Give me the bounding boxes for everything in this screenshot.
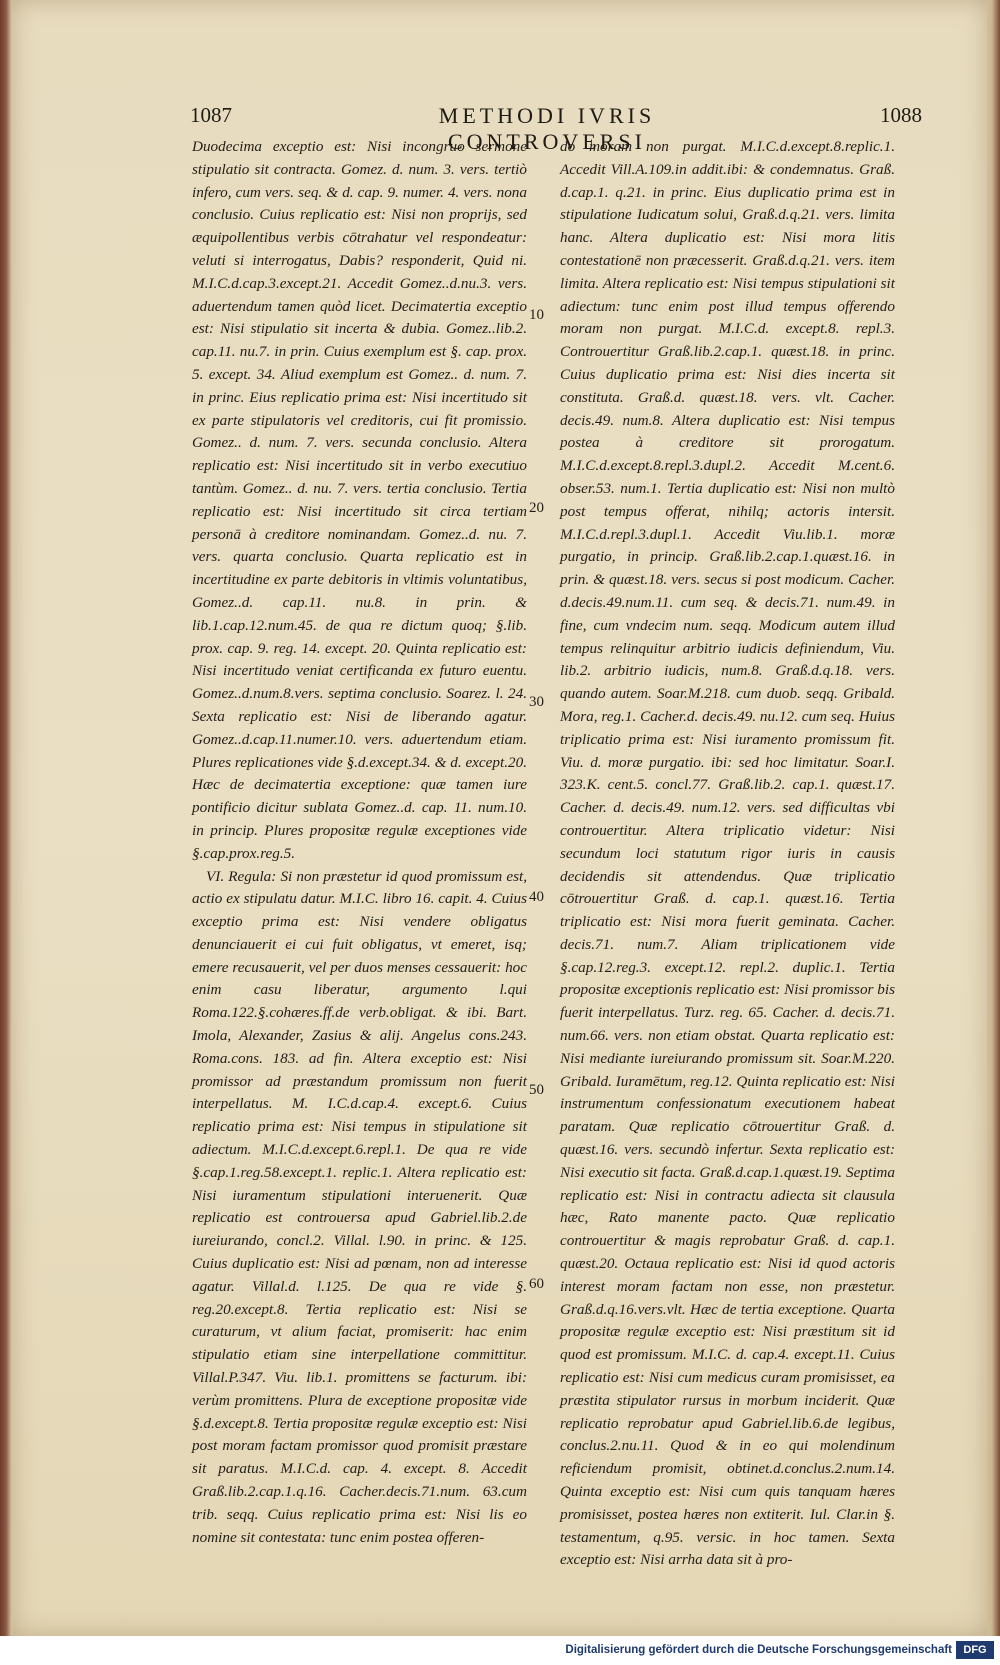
- text-column-left: [192, 136, 527, 1549]
- book-page: [12, 0, 987, 1636]
- funding-notice: Digitalisierung gefördert durch die Deutsche Forschungsgemeinschaft: [565, 1644, 952, 1656]
- page-number-right: 1088: [880, 103, 922, 127]
- line-number: 10: [529, 307, 544, 323]
- text-column-right: [560, 136, 895, 1572]
- line-number: 50: [529, 1082, 544, 1098]
- digitization-footer: [0, 1636, 1000, 1665]
- paragraph: do moram non purgat. M.I.C.d.except.8.replic.1. Accedit Vill.A.109.in addit.ibi: & condemnatus. Graß. d.cap.1. q.21. in princ. Eius duplicatio prima est in stipulatione Iudicatum solui, Graß.d.q.21. vers. limita hanc. Altera duplicatio est: Nisi mora litis contestationē non præcesserit. Graß.d.q.21. vers. item limita. Altera replicatio est: Nisi tempus stipulationi sit adiectum: tunc enim post illud tempus offerendo moram non purgat. M.I.C.d. except.8. repl.3. Controuertitur Graß.lib.2.cap.1. quæst.18. in princ. Cuius duplicatio prima est: Nisi dies incerta sit constituta. Graß.d. quæst.18. vers. vlt. Cacher. decis.49. num.8. Altera duplicatio est: Nisi tempus postea à creditore sit prorogatum. M.I.C.d.except.8.repl.3.dupl.2. Accedit M.cent.6. obser.53. num.1. Tertia duplicatio est: Nisi non multò post tempus offerat, nihilq; actoris intersit. M.I.C.d.repl.3.dupl.1. Accedit Viu.lib.1. moræ purgatio, in princip. Graß.lib.2.cap.1.quæst.16. in prin. & quæst.18. vers. secus si post modicum. Cacher. d.decis.49.num.11. cum seq. & decis.71. num.49. in fine, cum vndecim num. seqq. Modicum autem illud tempus relinquitur arbitrio iudicis definiendum, Viu. lib.2. arbitrio iudicis, num.8. Graß.d.q.18. vers. quando autem. Soar.M.218. cum duob. seqq. Gribald. Mora, reg.1. Cacher.d. decis.49. nu.12. cum seq. Huius triplicatio prima est: Nisi iuramento promissum fit. Viu. d. moræ purgatio. ibi: sed hoc limitatur. Soar.I. 323.K. cent.5. concl.77. Graß.lib.2. cap.1. quæst.17. Cacher. d. decis.49. num.12. vers. sed difficultas vbi controuertitur. Altera triplicatio videtur: Nisi secundum loci statutum rigor iuris in causis decidendis sit attendendus. Quæ triplicatio cōtrouertitur Graß. d. cap.1. quæst.16. Tertia triplicatio est: Nisi mora fuerit geminata. Cacher. decis.71. num.7. Aliam triplicationem vide §.cap.12.reg.3. except.12. repl.2. duplic.1. Tertia propositæ exceptionis replicatio est: Nisi promissor bis fuerit interpellatus. Turz. reg. 65. Cacher. d. decis.71. num.66. vers. non etiam obstat. Quarta replicatio est: Nisi mediante iureiurando promissum sit. Soar.M.220. Gribald. Iuramētum, reg.12. Quinta replicatio est: Nisi instrumentum confessionatum executionem habeat paratam. Quæ replicatio cōtrouertitur Graß. d. quæst.16. vers. secundò infertur. Sexta replicatio est: Nisi executio sit facta. Graß.d.cap.1.quæst.19. Septima replicatio est: Nisi in contractu adiecta sit clausula hæc, Rato manente pacto. Quæ replicatio controuertitur & magis reprobatur Graß. d. cap.1. quæst.20. Octaua replicatio est: Nisi id quod actoris interest moram factam non esse, non præstetur. Graß.d.q.16.vers.vlt. Hæc de tertia exceptione. Quarta propositæ regulæ exceptio est: Nisi præstitum sit id quod est promissum. M.I.C. d. cap.4. except.11. Cuius replicatio est: Nisi cum medicus curam promisisset, ea præstita stipulator rursus in morbum inciderit. Quæ replicatio reprobatur apud Gabriel.lib.6.de legibus, conclus.2.nu.11. Quod & in eo qui molendinum reficiendum promisit, obtinet.d.conclus.2.num.14. Quinta exceptio est: Nisi cum quis tanquam hæres promisisset, postea hæres non extiterit. Iul. Clar.in §. testamentum, q.95. versic. in hoc tamen. Sexta exceptio est: Nisi arrha data sit à pro-: [560, 138, 895, 1569]
- line-number: 20: [529, 500, 544, 516]
- running-title: METHODI IVRIS CONTROVERSI: [438, 103, 656, 154]
- page-header: [12, 103, 987, 154]
- page-number-left: 1087: [190, 103, 232, 127]
- paragraph: VI. Regula: Si non præstetur id quod promissum est, actio ex stipulatu datur. M.I.C. libro 16. capit. 4. Cuius exceptio prima est: Nisi vendere obligatus denunciauerit ei cui fuit obligatus, vt emeret, isq; emere recusauerit, vel per duos menses cessauerit: hoc enim casu liberatur, argumento l.qui Roma.122.§.cohæres.ff.de verb.obligat. & ibi. Bart. Imola, Alexander, Zasius & alij. Angelus cons.243. Roma.cons. 183. ad fin. Altera exceptio est: Nisi promissor ad præstandum promissum non fuerit interpellatus. M. I.C.d.cap.4. except.6. Cuius replicatio prima est: Nisi tempus in stipulatione sit adiectum. M.I.C.d.except.6.repl.1. De qua re vide §.cap.1.reg.58.except.1. replic.1. Altera replicatio est: Nisi iuramentum stipulationi interuenerit. Quæ replicatio est controuersa apud Gabriel.lib.2.de iureiurando, concl.2. Villal. l.90. in princ. & 125. Cuius duplicatio est: Nisi ad pœnam, non ad interesse agatur. Villal.d. l.125. De qua re vide §. reg.20.except.8. Tertia replicatio est: Nisi se curaturum, vt alium faciat, promiserit: hac enim stipulatio etiam sine interpellatione committitur. Villal.P.347. Viu. lib.1. promittens se facturum. ibi: verùm promittens. Plura de exceptione propositæ vide §.d.except.8. Tertia propositæ regulæ exceptio est: Nisi post moram factam promissor quod promisit præstare sit paratus. M.I.C.d. cap. 4. except. 8. Accedit Graß.lib.2.cap.1.q.16. Cacher.decis.71.num. 63.cum trib. seqq. Cuius replicatio prima est: Nisi lis eo nomine sit contestata: tunc enim postea offeren-: [192, 867, 527, 1546]
- line-number: 30: [529, 694, 544, 710]
- paragraph: Duodecima exceptio est: Nisi incongruo sermone stipulatio sit contracta. Gomez. d. num. 3. vers. tertiò infero, cum vers. seq. & d. cap. 9. numer. 4. vers. nona conclusio. Cuius replicatio est: Nisi non proprijs, sed æquipollentibus verbis cōtrahatur vel respondeatur: veluti si interrogatus, Dabis? responderit, Quid ni. M.I.C.d.cap.3.except.21. Accedit Gomez..d.nu.3. vers. aduertendum tamen quòd licet. Decimatertia exceptio est: Nisi stipulatio sit incerta & dubia. Gomez..lib.2. cap.11. nu.7. in prin. Cuius exemplum est §. cap. prox. 5. except. 34. Aliud exemplum est Gomez.. d. num. 7. in princ. Eius replicatio prima est: Nisi incertitudo sit ex parte stipulatoris vel creditoris, cui fit promissio. Gomez.. d. num. 7. vers. secunda conclusio. Altera replicatio est: Nisi incertitudo sit in verbo executiuo tantùm. Gomez.. d. nu. 7. vers. tertia conclusio. Tertia replicatio est: Nisi incertitudo sit circa tertiam personā à creditore nominandam. Gomez..d. nu. 7. vers. quarta conclusio. Quarta replicatio est in incertitudine ex parte debitoris in vltimis voluntatibus, Gomez..d. cap.11. nu.8. in prin. & lib.1.cap.12.num.45. de qua re dictum quoq; §.lib. prox. cap. 9. reg. 14. except. 20. Quinta replicatio est: Nisi incertitudo veniat certificanda ex futuro euentu. Gomez..d.num.8.vers. septima conclusio. Soarez. l. 24. Sexta replicatio est: Nisi de liberando agatur. Gomez..d.cap.11.numer.10. vers. aduertendum etiam. Plures replicationes vide §.d.except.34. & d. except.20. Hæc de decimatertia exceptione: quæ tamen iure pontificio dicitur sublata Gomez..d. cap. 11. num.10. in princip. Plures propositæ regulæ exceptiones vide §.cap.prox.reg.5.: [192, 138, 527, 862]
- dfg-logo-icon: DFG: [956, 1641, 994, 1659]
- line-number: 40: [529, 889, 544, 905]
- line-number: 60: [529, 1276, 544, 1292]
